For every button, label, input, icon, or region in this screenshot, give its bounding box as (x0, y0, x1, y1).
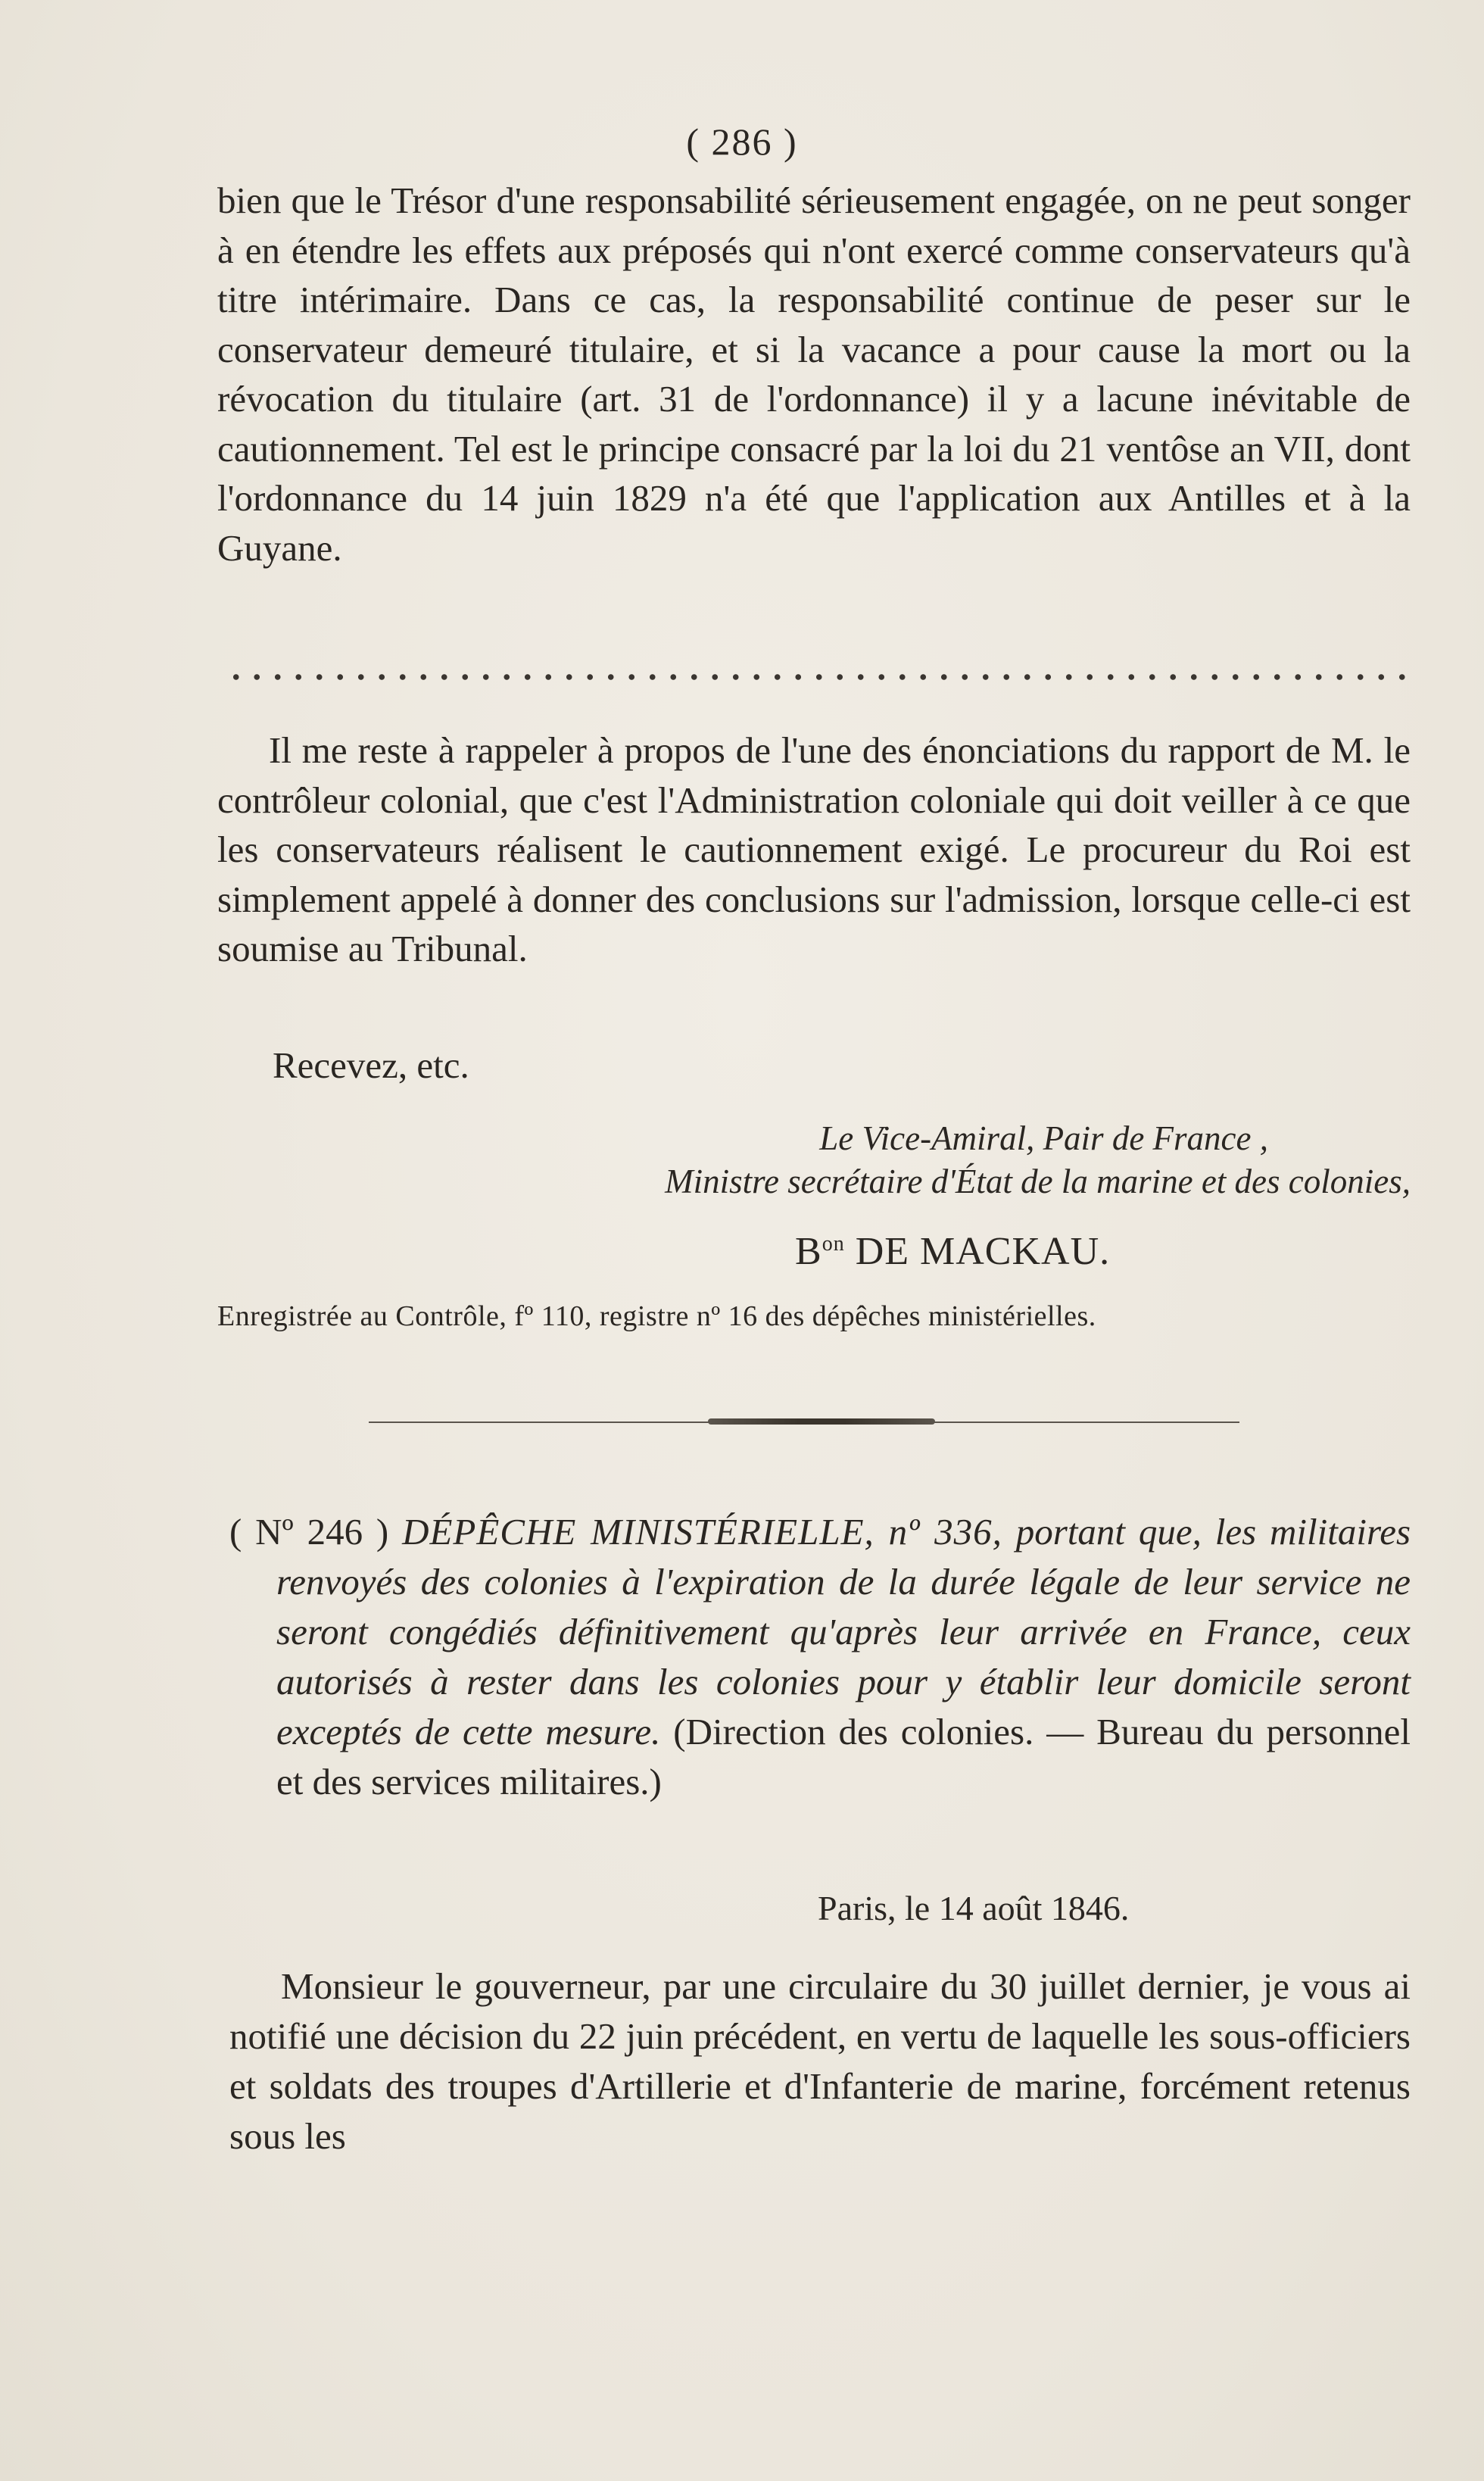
signature-line-office: Ministre secrétaire d'État de la marine et des colonies, (665, 1162, 1411, 1200)
dispatch-date: Paris, le 14 août 1846. (818, 1889, 1130, 1927)
paragraph-reminder (217, 726, 1411, 974)
section-divider-ornament (708, 1418, 935, 1425)
dispatch-direction: (Direction des colonies. — Bureau du personnel et des services militaires.) (276, 1711, 1411, 1802)
signature-line-rank: Le Vice-Amiral, Pair de France , (819, 1119, 1268, 1157)
signature-name (795, 1222, 1110, 1275)
dispatch-number: ( Nº 246 ) (229, 1511, 403, 1553)
dispatch-body (229, 1961, 1411, 2161)
signature-title: B (795, 1230, 822, 1273)
closing-formula: Recevez, etc. (273, 1044, 469, 1086)
signature-title-sup: on (822, 1232, 845, 1256)
dispatch-heading (229, 1507, 1411, 1807)
registry-note: Enregistrée au Contrôle, fº 110, registre nº 16 des dépêches ministérielles. (217, 1300, 1096, 1332)
paragraph-text: Il me reste à rappeler à propos de l'une des énonciations du rapport de M. le contrôleur colonial, que c'est l'Administration coloniale qui doit veiller à ce que les conservateurs réalisent le cautionnement exigé. Le procureur du Roi est simplement appelé à donner des conclusions sur l'admission, lorsque celle-ci est soumise au Tribunal. (217, 729, 1411, 969)
signature-surname: DE MACKAU. (844, 1230, 1111, 1273)
dispatch-subject: portant que, les militaires renvoyés des colonies à l'expiration de la durée légale de leur service ne seront congédiés définitivement qu'après leur arrivée en France, ceux autorisés à rester dans les colonies pour y établir leur domicile seront exceptés de cette mesure. (276, 1511, 1411, 1752)
ellipsis-divider (226, 673, 1407, 682)
paragraph-text: Monsieur le gouverneur, par une circulaire du 30 juillet dernier, je vous ai notifié une décision du 22 juin précédent, en vertu de laquelle les sous-officiers et soldats des troupes d'Artillerie et d'Infanterie de marine, forcément retenus sous les (229, 1965, 1411, 2157)
paragraph-text: bien que le Trésor d'une responsabilité sérieusement engagée, on ne peut songer à en étendre les effets aux préposés qui n'ont exercé comme conservateurs qu'à titre intérimaire. Dans ce cas, la responsabilité continue de peser sur le conservateur demeuré titulaire, et si la vacance a pour cause la mort ou la révocation du titulaire (art. 31 de l'ordonnance) il y a lacune inévitable de cautionnement. Tel est le principe consacré par la loi du 21 ventôse an VII, dont l'ordonnance du 14 juin 1829 n'a été que l'application aux Antilles et à la Guyane. (217, 179, 1411, 569)
page-number: ( 286 ) (686, 120, 798, 163)
dispatch-title: DÉPÊCHE MINISTÉRIELLE, nº 336, (402, 1511, 1002, 1553)
paragraph-continuation (217, 176, 1411, 573)
